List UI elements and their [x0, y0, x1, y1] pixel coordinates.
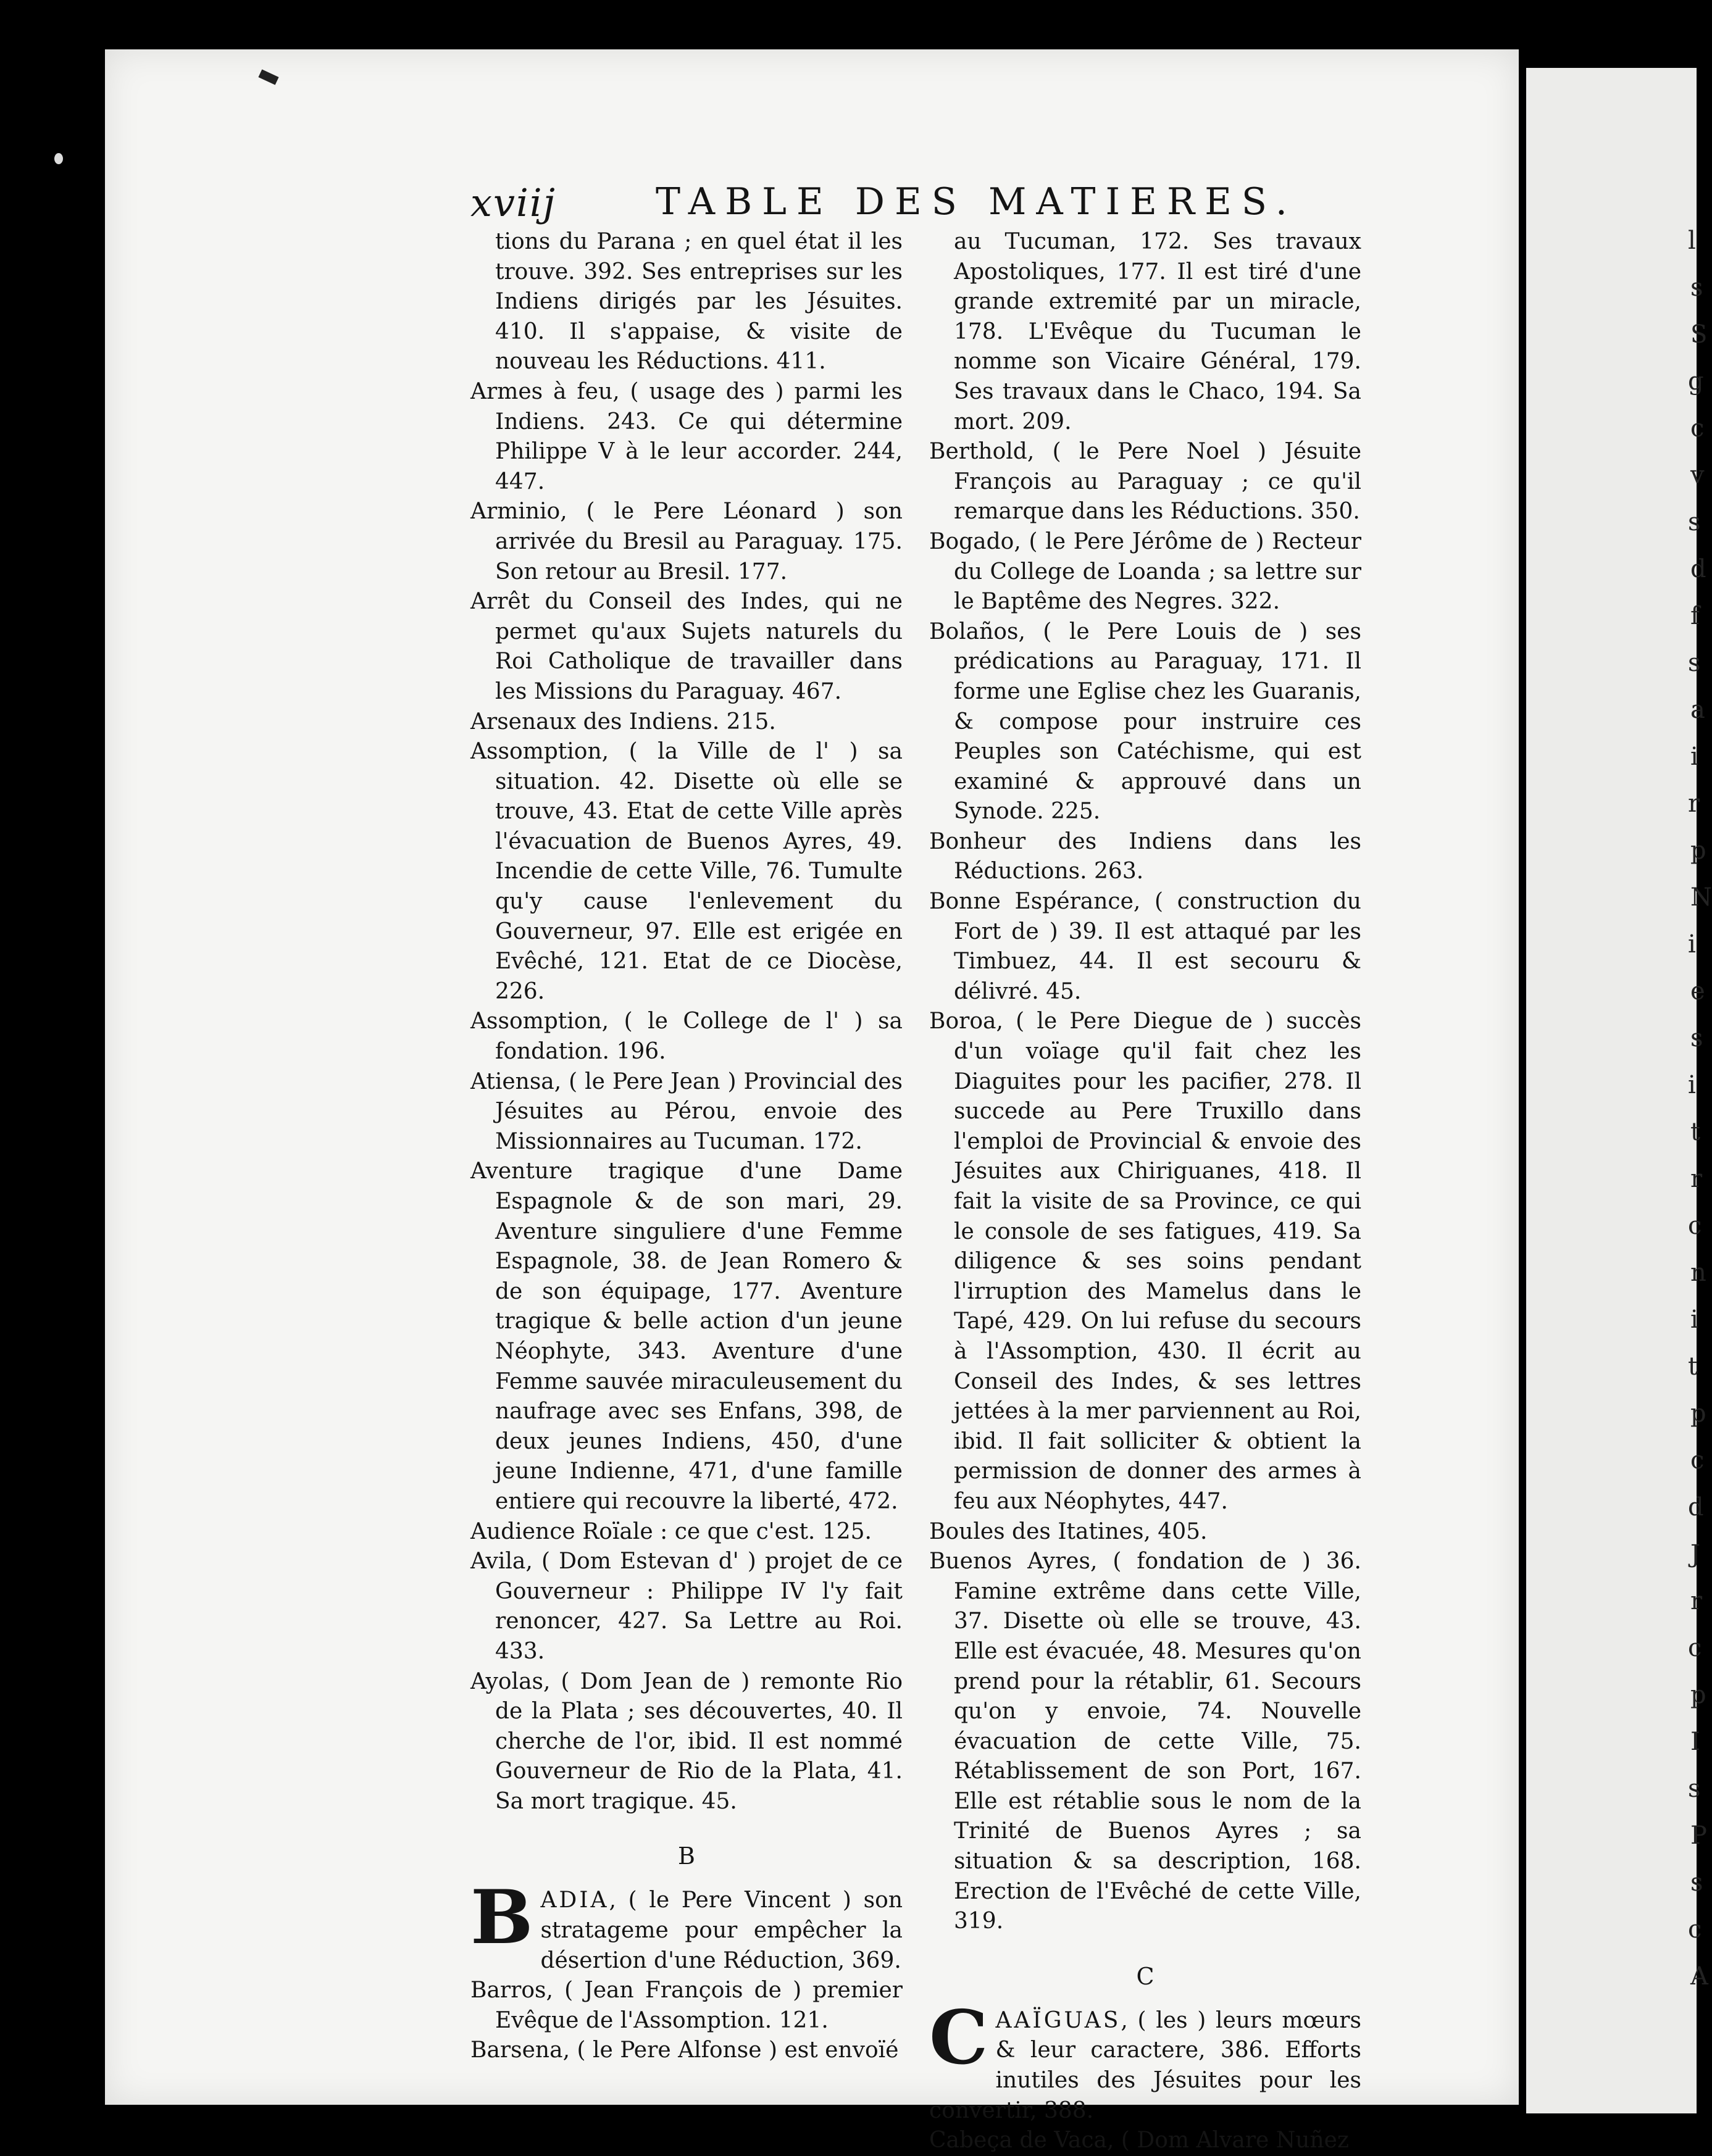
- entry-text: , qui ne permet qu'aux Sujets naturels du Roi Catholique de travailler dans les Missions du Paraguay. 467.: [495, 589, 903, 704]
- entry-text: , ( le Pere Jean ) Provincial des Jésuites au Pérou, envoie des Missionnaires au Tucuman. 172.: [495, 1068, 903, 1154]
- entry-key: ADIA: [540, 1888, 609, 1913]
- next-page-fragment: r: [1688, 789, 1700, 818]
- next-page-fragment: i: [1688, 1071, 1696, 1099]
- entry-text: : ce que c'est. 125.: [653, 1518, 872, 1544]
- index-entry: [470, 1067, 903, 1157]
- entry-text: , ( le Pere Jérôme de ) Recteur du College de Loanda ; sa lettre sur le Baptême des Negres. 322.: [954, 528, 1361, 615]
- entry-text: , ( fondation de ) 36. Famine extrême dans cette Ville, 37. Disette où elle se trouve, 43. Elle est évacuée, 48. Mesures qu'on prend pour la rétablir, 61. Secours qu'on y envoie, 74. Nouvelle évacuation de cette Ville, 75. Rétablissement de son Port, 167. Elle est rétablie sous le nom de la Trinité de Buenos Ayres ; sa situation & sa description, 168. Erection de l'Evêché de cette Ville, 319.: [954, 1549, 1361, 1934]
- entry-text: , ( la Ville de l' ) sa situation. 42. Disette où elle se trouve, 43. Etat de cette Ville après l'évacuation de Buenos Ayres, 49. Incendie de cette Ville, 76. Tumulte qu'y cause l'enlevement du Gouverneur, 97. Elle est erigée en Evêché, 121. Etat de ce Diocèse, 226.: [495, 739, 903, 1004]
- entry-text: . 215.: [712, 709, 776, 735]
- entry-key: AAÏGUAS: [995, 2007, 1121, 2033]
- index-entry: [929, 1547, 1361, 1937]
- entry-text: d'une Dame Espagnole & de son mari, 29. Aventure singuliere d'une Femme Espagnole, 38. de Jean Romero & de son équipage, 177. Aventure tragique & belle action d'un jeune Néophyte, 343. Aventure d'une Femme sauvée miraculeusement du naufrage avec ses Enfans, 398, de deux jeunes Indiens, 450, d'une jeune Indienne, 471, d'une famille entiere qui recouvre la liberté, 472.: [495, 1159, 903, 1514]
- running-head: [470, 180, 1297, 230]
- index-entry: [929, 1517, 1361, 1547]
- entry-key: Armes à feu: [470, 378, 613, 404]
- index-entry: [929, 617, 1361, 827]
- next-page-fragment: s: [1690, 273, 1703, 302]
- entry-key: Cabeça de Vaca: [929, 2128, 1107, 2154]
- next-page-fragment: J: [1690, 1540, 1701, 1568]
- entry-text: , ( Dom Alvare Nuñez: [1107, 2128, 1349, 2154]
- entry-text: , ( le Pere Louis de ) ses prédications au Paraguay, 171. Il forme une Eglise chez les Guaranis, & compose pour instruire ces Peuples son Catéchisme, qui est examiné & approuvé dans un Synode. 225.: [954, 618, 1361, 825]
- next-page-fragment: p: [1690, 836, 1706, 865]
- index-entry: [929, 2126, 1361, 2156]
- next-page-fragment: t: [1690, 1118, 1701, 1146]
- next-page-fragment: N: [1690, 883, 1712, 912]
- next-page-fragment: s: [1688, 649, 1701, 677]
- entry-key: Aventure tragique: [470, 1159, 704, 1184]
- index-entry: [470, 1976, 903, 2036]
- entry-key: Barsena: [470, 2037, 563, 2063]
- entry-text: , ( les ) leurs mœurs & leur caractere, 386. Efforts inutiles des Jésuites pour les convertir, 388.: [929, 2007, 1361, 2123]
- index-entry: [470, 1517, 903, 1547]
- next-page-fragment: d: [1690, 555, 1706, 583]
- next-page-fragment: S: [1690, 320, 1708, 349]
- index-entry: [470, 737, 903, 1007]
- entry-key: Berthold: [929, 439, 1027, 465]
- next-page-fragment: n: [1690, 1259, 1706, 1287]
- index-entry: [929, 527, 1361, 617]
- index-entry: [470, 2036, 903, 2066]
- entry-key: Bogado: [929, 528, 1014, 554]
- index-entry: [470, 1157, 903, 1517]
- right-column: [929, 227, 1361, 2156]
- next-page-fragment: s: [1690, 1024, 1703, 1052]
- continued-entry: au Tucuman, 172. Ses travaux Apostoliques, 177. Il est tiré d'une grande extremité par un miracle, 178. L'Evêque du Tucuman le nomme son Vicaire Général, 179. Ses travaux dans le Chaco, 194. Sa mort. 209.: [954, 229, 1361, 435]
- drop-cap: B: [470, 1874, 533, 1962]
- entry-key: Bolaños: [929, 618, 1019, 644]
- index-entry: [470, 1547, 903, 1667]
- index-entry: [929, 827, 1361, 887]
- index-entry: [929, 887, 1361, 1007]
- entry-key: Barros: [470, 1978, 546, 2004]
- index-entry: [929, 1007, 1361, 1517]
- index-entry: [470, 707, 903, 738]
- entry-text: , ( le Pere Noel ) Jésuite François au Paraguay ; ce qu'il remarque dans les Réductions. 350.: [954, 439, 1361, 525]
- entry-text: , ( le Pere Léonard ) son arrivée du Bresil au Paraguay. 175. Son retour au Bresil. 177.: [495, 499, 903, 585]
- next-page-fragment: f: [1690, 602, 1700, 630]
- next-page-fragment: r: [1690, 1587, 1703, 1615]
- next-page-fragment: c: [1690, 1446, 1705, 1475]
- entry-text: , ( Jean François de ) premier Evêque de l'Assomption. 121.: [495, 1978, 903, 2033]
- next-page-fragment: s: [1690, 1868, 1703, 1897]
- next-page-fragment: r: [1690, 1165, 1703, 1193]
- next-page-fragment: s: [1688, 1775, 1701, 1803]
- index-entries: [929, 437, 1361, 1937]
- index-entry: [470, 1667, 903, 1817]
- entry-key: Buenos Ayres: [929, 1549, 1091, 1575]
- index-entry: [470, 1007, 903, 1067]
- scan-speck: [54, 153, 63, 164]
- entry-key: Arminio: [470, 499, 561, 525]
- index-entry: [929, 1994, 1361, 2126]
- entry-key: Arrêt du Conseil des Indes: [470, 589, 803, 615]
- index-entries: [470, 1976, 903, 2066]
- section-letter-b: B: [678, 1842, 695, 1870]
- entry-key: Boroa: [929, 1009, 996, 1034]
- entry-key: Audience Roïale: [470, 1518, 653, 1544]
- entry-text: , ( usage des ) parmi les Indiens. 243. Ce qui détermine Philippe V à le leur accorder. 244, 447.: [495, 378, 903, 494]
- index-entries: [929, 2126, 1361, 2156]
- next-page-fragment: A: [1690, 1962, 1708, 1991]
- left-column: [470, 227, 903, 2066]
- next-page-fragment: a: [1690, 696, 1705, 724]
- entry-key: Bonheur des Indiens: [929, 828, 1213, 854]
- next-page-fragment: c: [1688, 1915, 1702, 1944]
- entry-text: , ( le Pere Diegue de ) succès d'un voïage qu'il fait chez les Diaguites pour les pacifier, 278. Il succede au Pere Truxillo dans l'emploi de Provincial & envoie des Jésuites aux Chiriguanes, 418. Il fait la visite de sa Province, ce qui le console de ses fatigues, 419. Sa diligence & ses soins pendant l'irruption des Mamelus dans le Tapé, 429. On lui refuse du secours à l'Assomption, 430. Il écrit au Conseil des Indes, & ses lettres jettées à la mer parviennent au Roi, ibid. Il fait solliciter & obtient la permission de donner des armes à feu aux Néophytes, 447.: [954, 1009, 1361, 1514]
- next-page-fragment: p: [1690, 1399, 1706, 1428]
- index-entry: [470, 1874, 903, 1976]
- index-entry: [929, 437, 1361, 527]
- entry-text: , ( le College de l' ) sa fondation. 196.: [495, 1009, 903, 1065]
- entry-key: Atiensa: [470, 1068, 554, 1094]
- adjacent-page-edge: [1526, 68, 1712, 2113]
- entry-text: dans les Réductions. 263.: [954, 828, 1361, 884]
- page-folio: xviij: [470, 180, 556, 225]
- entry-key: Boules des Itatines: [929, 1518, 1144, 1544]
- next-page-fragment: c: [1690, 414, 1705, 443]
- next-page-fragment: I: [1690, 1728, 1700, 1756]
- next-page-fragment: c: [1688, 1634, 1702, 1662]
- next-page-fragment: s: [1688, 508, 1701, 536]
- next-page-fragment: p: [1690, 1681, 1706, 1709]
- next-page-fragment: v: [1690, 461, 1705, 489]
- entry-key: Arsenaux des Indiens: [470, 709, 712, 735]
- index-entry: [470, 497, 903, 587]
- next-page-fragment: e: [1690, 977, 1705, 1005]
- entry-text: , 405.: [1143, 1518, 1208, 1544]
- index-entry: [470, 377, 903, 497]
- next-page-fragment: t: [1688, 1352, 1698, 1381]
- entry-text: , ( Dom Estevan d' ) projet de ce Gouverneur : Philippe IV l'y fait renoncer, 427. Sa Lettre au Roi. 433.: [495, 1549, 903, 1664]
- entry-key: Assomption: [470, 1009, 602, 1034]
- next-page-fragment: i: [1688, 930, 1696, 959]
- entry-key: Bonne Espérance: [929, 889, 1134, 915]
- index-entry: [470, 587, 903, 707]
- next-page-fragment: i: [1690, 1305, 1698, 1334]
- entry-text: , ( le Pere Vincent ) son stratageme pour empêcher la désertion d'une Réduction, 369.: [540, 1888, 903, 1973]
- drop-cap: C: [929, 1994, 988, 2081]
- index-entries: [470, 377, 903, 1817]
- continued-entry: tions du Parana ; en quel état il les trouve. 392. Ses entreprises sur les Indiens dirigés par les Jésuites. 410. Il s'appaise, & visite de nouveau les Réductions. 411.: [495, 229, 903, 375]
- next-page-fragment: l: [1688, 227, 1696, 255]
- entry-key: Assomption: [470, 739, 602, 765]
- entry-key: Ayolas: [470, 1668, 544, 1694]
- section-letter-c: C: [1136, 1962, 1155, 1990]
- entry-key: Avila: [470, 1549, 526, 1575]
- next-page-fragment: g: [1688, 367, 1704, 396]
- next-page-fragment: d: [1688, 1493, 1704, 1521]
- page-title: TABLE DES MATIERES.: [656, 180, 1297, 223]
- entry-text: , ( le Pere Alfonse ) est envoïé: [562, 2037, 899, 2063]
- entry-text: , ( construction du Fort de ) 39. Il est attaqué par les Timbuez, 44. Il est secouru & délivré. 45.: [954, 889, 1361, 1004]
- next-page-fragment: P: [1690, 1821, 1707, 1850]
- next-page-fragment: c: [1688, 1212, 1702, 1240]
- entry-text: , ( Dom Jean de ) remonte Rio de la Plata ; ses découvertes, 40. Il cherche de l'or, ibid. Il est nommé Gouverneur de Rio de la Plata, 41. Sa mort tragique. 45.: [495, 1668, 903, 1814]
- next-page-fragment: i: [1690, 743, 1698, 771]
